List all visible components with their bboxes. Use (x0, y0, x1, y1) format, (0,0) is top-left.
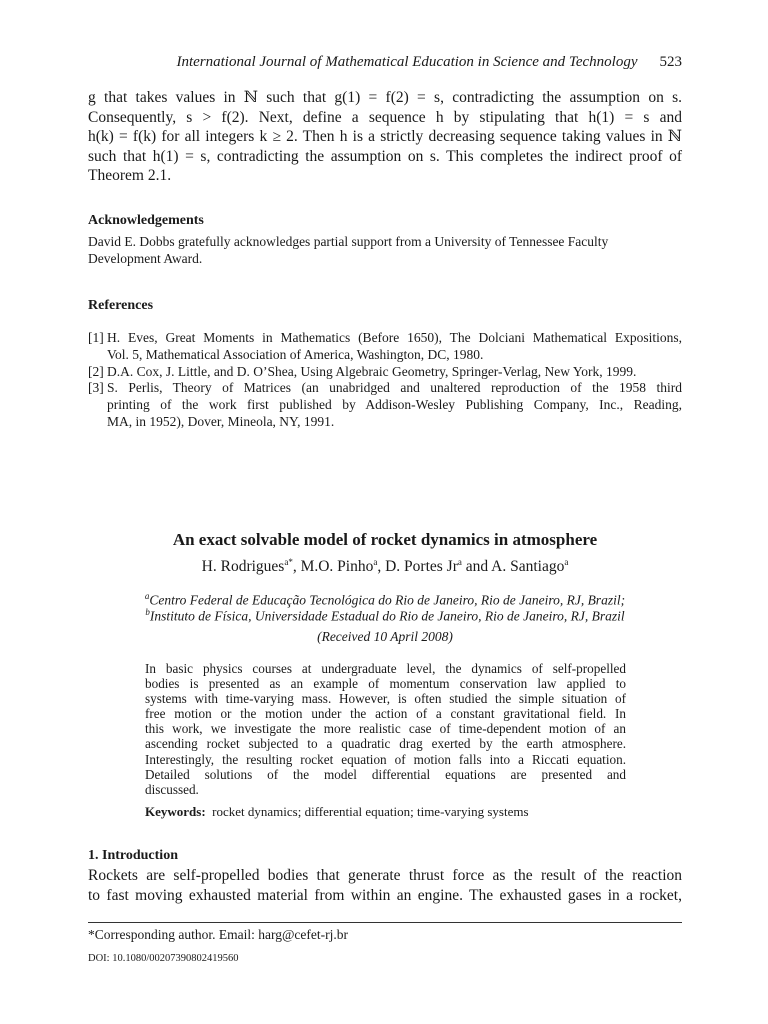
text-line: Rockets are self-propelled bodies that generate thrust force as the result of the reaction (88, 867, 682, 884)
abstract-line: In basic physics courses at undergraduate level, the dynamics of self-propelled (145, 661, 626, 676)
abstract-line: ascending rocket subjected to a quadratic drag exerted by the earth atmosphere. (145, 736, 626, 752)
reference-number: [1] (88, 330, 104, 345)
text-line: such that h(1) = s, contradicting the assumption on s. This completes the indirect proof of (88, 147, 682, 165)
author-name: A. Santiago (491, 558, 565, 576)
abstract-line: Interestingly, the resulting rocket equation of motion falls into a Riccati equation. (145, 751, 626, 767)
reference-line: H. Eves, Great Moments in Mathematics (Before 1650), The Dolciani Mathematical Expositions, (107, 330, 682, 345)
running-head (88, 54, 682, 71)
author-affiliation-mark: a (564, 557, 569, 567)
keywords-text: rocket dynamics; differential equation; time-varying systems (212, 804, 529, 819)
article-title: An exact solvable model of rocket dynamics in atmosphere (172, 530, 598, 549)
proof-continuation (88, 88, 682, 186)
reference-line: D.A. Cox, J. Little, and D. O’Shea, Using Algebraic Geometry, Springer-Verlag, New York, 1999. (107, 363, 637, 379)
keywords (145, 804, 626, 820)
acknowledgements-heading: Acknowledgements (88, 213, 204, 228)
keywords-label: Keywords: (145, 804, 206, 819)
text-line: Theorem 2.1. (88, 167, 172, 184)
text-line: Consequently, s > f(2). Next, define a sequence h by stipulating that h(1) = s and (88, 108, 682, 126)
affiliation-text: Instituto de Física, Universidade Estadual do Rio de Janeiro, Rio de Janeiro, RJ, Brazil (149, 608, 625, 624)
author-name: D. Portes Jr (385, 558, 458, 576)
author-affiliation-mark: a (373, 557, 378, 567)
abstract-line: Detailed solutions of the model differential equations are presented and (145, 766, 626, 782)
abstract-line: bodies is presented as an example of momentum conservation law applied to (145, 676, 626, 692)
affiliation-mark: b (145, 607, 150, 617)
reference-line: printing of the work first published by Addison-Wesley Publishing Company, Inc., Reading, (107, 397, 682, 413)
acknowledgements-text: David E. Dobbs gratefully acknowledges partial support from a University of Tennessee Faculty Development Award. (88, 234, 609, 266)
author-list: H. Rodrigues$^{a*}$, M.O. Pinho$^a$, D. Portes Jr$^a$ and A. Santiago$^a$ (201, 557, 569, 576)
received-date (88, 629, 682, 645)
abstract-line: discussed. (145, 781, 199, 797)
reference-item (88, 380, 682, 430)
text-line: to fast moving exhausted material from within an engine. The exhausted gases in a rocket, (88, 886, 682, 904)
abstract-line: this work, we investigate the more realistic case of time-dependent motion of an (145, 721, 626, 737)
introduction-text (88, 866, 682, 905)
reference-line: S. Perlis, Theory of Matrices (an unabridged and unaltered reproduction of the 1958 third (107, 380, 682, 396)
abstract-line: free motion or the motion under the action of a constant gravitational field. In (145, 706, 626, 722)
author-name: H. Rodrigues (201, 558, 285, 576)
page-number: 523 (659, 54, 682, 70)
references-heading: References (88, 298, 154, 313)
corresponding-author-footnote: *Corresponding author. Email: harg@cefet-rj.br (88, 927, 348, 942)
abstract-line: systems with time-varying mass. However, is often studied the simple situation of (145, 691, 626, 707)
reference-item (88, 330, 682, 364)
reference-number: [2] (88, 363, 104, 379)
reference-list (88, 330, 682, 431)
author-affiliation-mark: a* (284, 557, 293, 567)
affiliation-text: Centro Federal de Educação Tecnológica do Rio de Janeiro, Rio de Janeiro, RJ, Brazil; (149, 592, 626, 608)
affiliation (88, 591, 682, 609)
affiliation (88, 607, 682, 625)
abstract (145, 661, 626, 797)
text-line: h(k) = f(k) for all integers k ≥ 2. Then h is a strictly decreasing sequence taking values in ℕ (88, 128, 682, 145)
doi: DOI: 10.1080/00207390802419560 (88, 953, 239, 964)
author-name: M.O. Pinho (300, 558, 374, 576)
reference-item (88, 364, 682, 381)
reference-line: Vol. 5, Mathematical Association of America, Washington, DC, 1980. (107, 346, 484, 362)
affiliation-mark: a (144, 591, 150, 601)
text-line: g that takes values in ℕ such that g(1) = f(2) = s, contradicting the assumption on s. (88, 89, 682, 106)
reference-number: [3] (88, 380, 104, 396)
received-date-text: (Received 10 April 2008) (317, 629, 453, 644)
introduction-heading: 1. Introduction (88, 848, 178, 863)
journal-name: International Journal of Mathematical Education in Science and Technology (176, 54, 638, 70)
footnote-rule (88, 922, 682, 923)
author-affiliation-mark: a (457, 557, 462, 567)
reference-line: MA, in 1952), Dover, Mineola, NY, 1991. (107, 413, 335, 429)
